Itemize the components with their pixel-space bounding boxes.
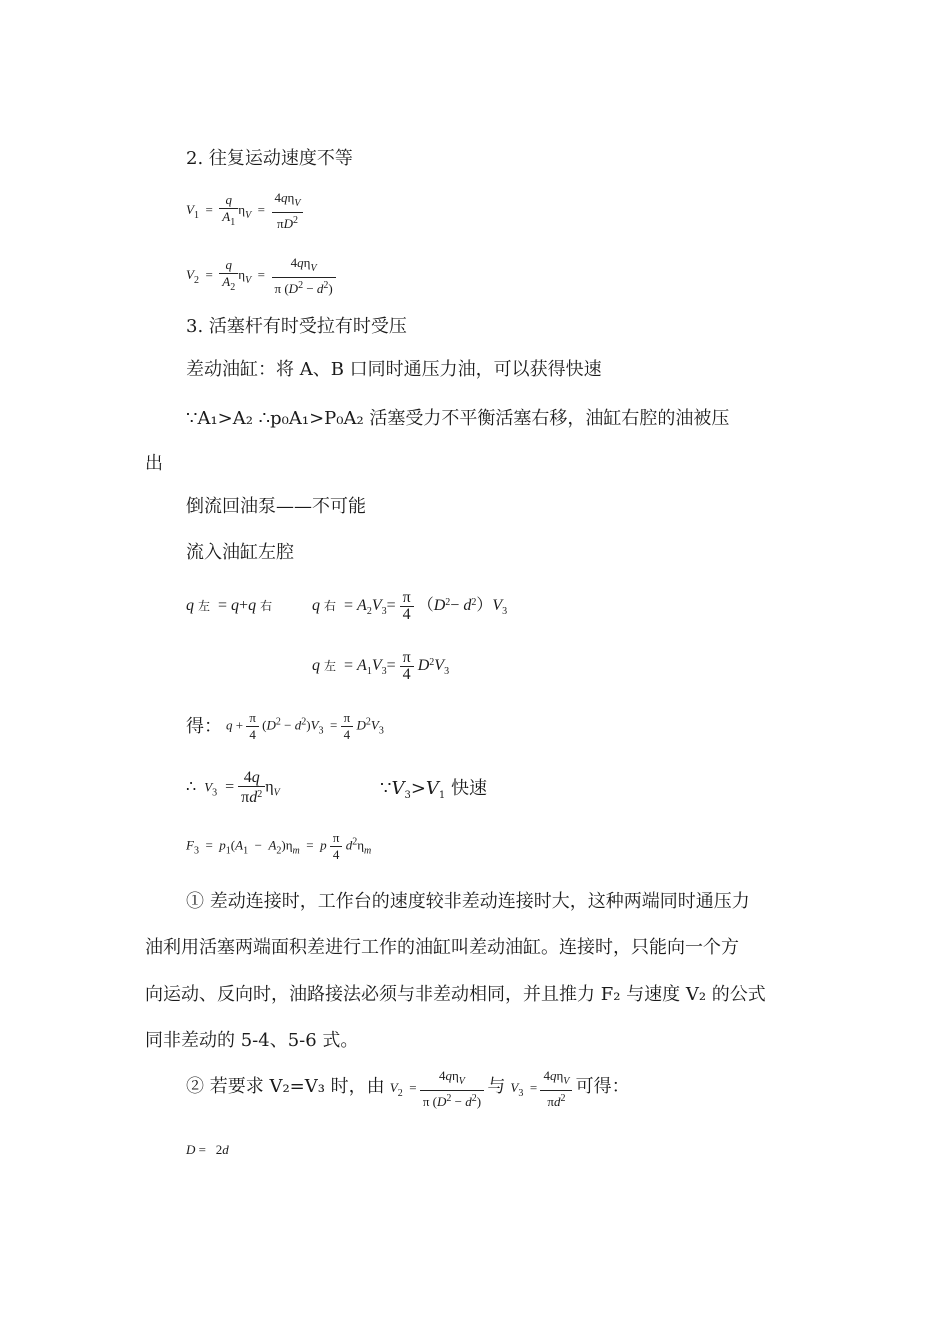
got-label: 得： [186, 716, 222, 737]
para1-line2: 油利用活塞两端面积差进行工作的油缸叫差动油缸。连接时，只能向一个方 [145, 937, 739, 958]
section-heading-3: 3. 活塞杆有时受拉有时受压 [186, 316, 407, 337]
para2-suffix: 可得： [575, 1075, 630, 1097]
para2-mid: 与 [487, 1075, 506, 1097]
para2-prefix: ② 若要求 V₂=V₃ 时，由 [186, 1075, 385, 1097]
para2: ② 若要求 V₂=V₃ 时，由 $V_2$ = $\frac{4q\eta_V}{\pi (D^2 - d^2)}$ 与 $V_3$ = $\frac{4q\eta_V}{\pi d^2}$ 可得： [186, 1068, 630, 1109]
section-heading-2: 2. 往复运动速度不等 [186, 148, 353, 169]
because-line-continued: 出 [145, 453, 163, 474]
reverse-pump-text: 倒流回油泵——不可能 [186, 496, 366, 517]
equation-got: q + $\frac{\pi}{4}$ $(D^2 - d^2)V_3$ = $\frac{\pi}{4}$ $D^2V_3$ [226, 710, 384, 742]
para1-line4: 同非差动的 5-4、5-6 式。 [145, 1030, 359, 1051]
para1-line1: ① 差动连接时，工作台的速度较非差动连接时大，这种两端同时通压力 [186, 891, 750, 912]
equation-v1: $V_1$ = $\frac{q}{A_1}$ $\eta_V$ = $\frac{4q\eta_V}{\pi D^2}$ [186, 190, 303, 232]
because-line: ∵A₁>A₂ ∴p₀A₁>P₀A₂ 活塞受力不平衡活塞右移，油缸右腔的油被压 [186, 408, 730, 429]
v3-fast-text: $\because V_3>V_1$ 快速 [380, 778, 488, 801]
equation-final: D = 2d [186, 1142, 229, 1157]
equation-f3: $F_3 = p_1(A_1 - A_2)\eta_m = p$ $\frac{\pi}{4}$ $d^2\eta_m$ [186, 830, 372, 862]
equation-q-left-2: q 左 = $A_1V_3=$ $\frac{\pi}{4}$ $D^2V_3$ [312, 649, 450, 683]
flow-left-text: 流入油缸左腔 [186, 542, 294, 563]
equation-q-right: q 右 = $A_2V_3=$ $\frac{\pi}{4}$ $(D^2- d^2)V_3$ [312, 589, 508, 623]
equation-v3: ∴ $V_3$ = $\frac{4q}{\pi d^2}$ $\eta_V$ [186, 769, 280, 806]
diff-cylinder-text: 差动油缸：将 A、B 口同时通压力油，可以获得快速 [186, 359, 602, 380]
equation-v2: $V_2$ = $\frac{q}{A_2}$ $\eta_V$ = $\frac{4q\eta_V}{\pi (D^2 - d^2)}$ [186, 255, 336, 297]
equation-q-left: q 左 = q+q 右 [186, 597, 273, 614]
para1-line3: 向运动、反向时，油路接法必须与非差动相同，并且推力 F₂ 与速度 V₂ 的公式 [145, 984, 766, 1005]
